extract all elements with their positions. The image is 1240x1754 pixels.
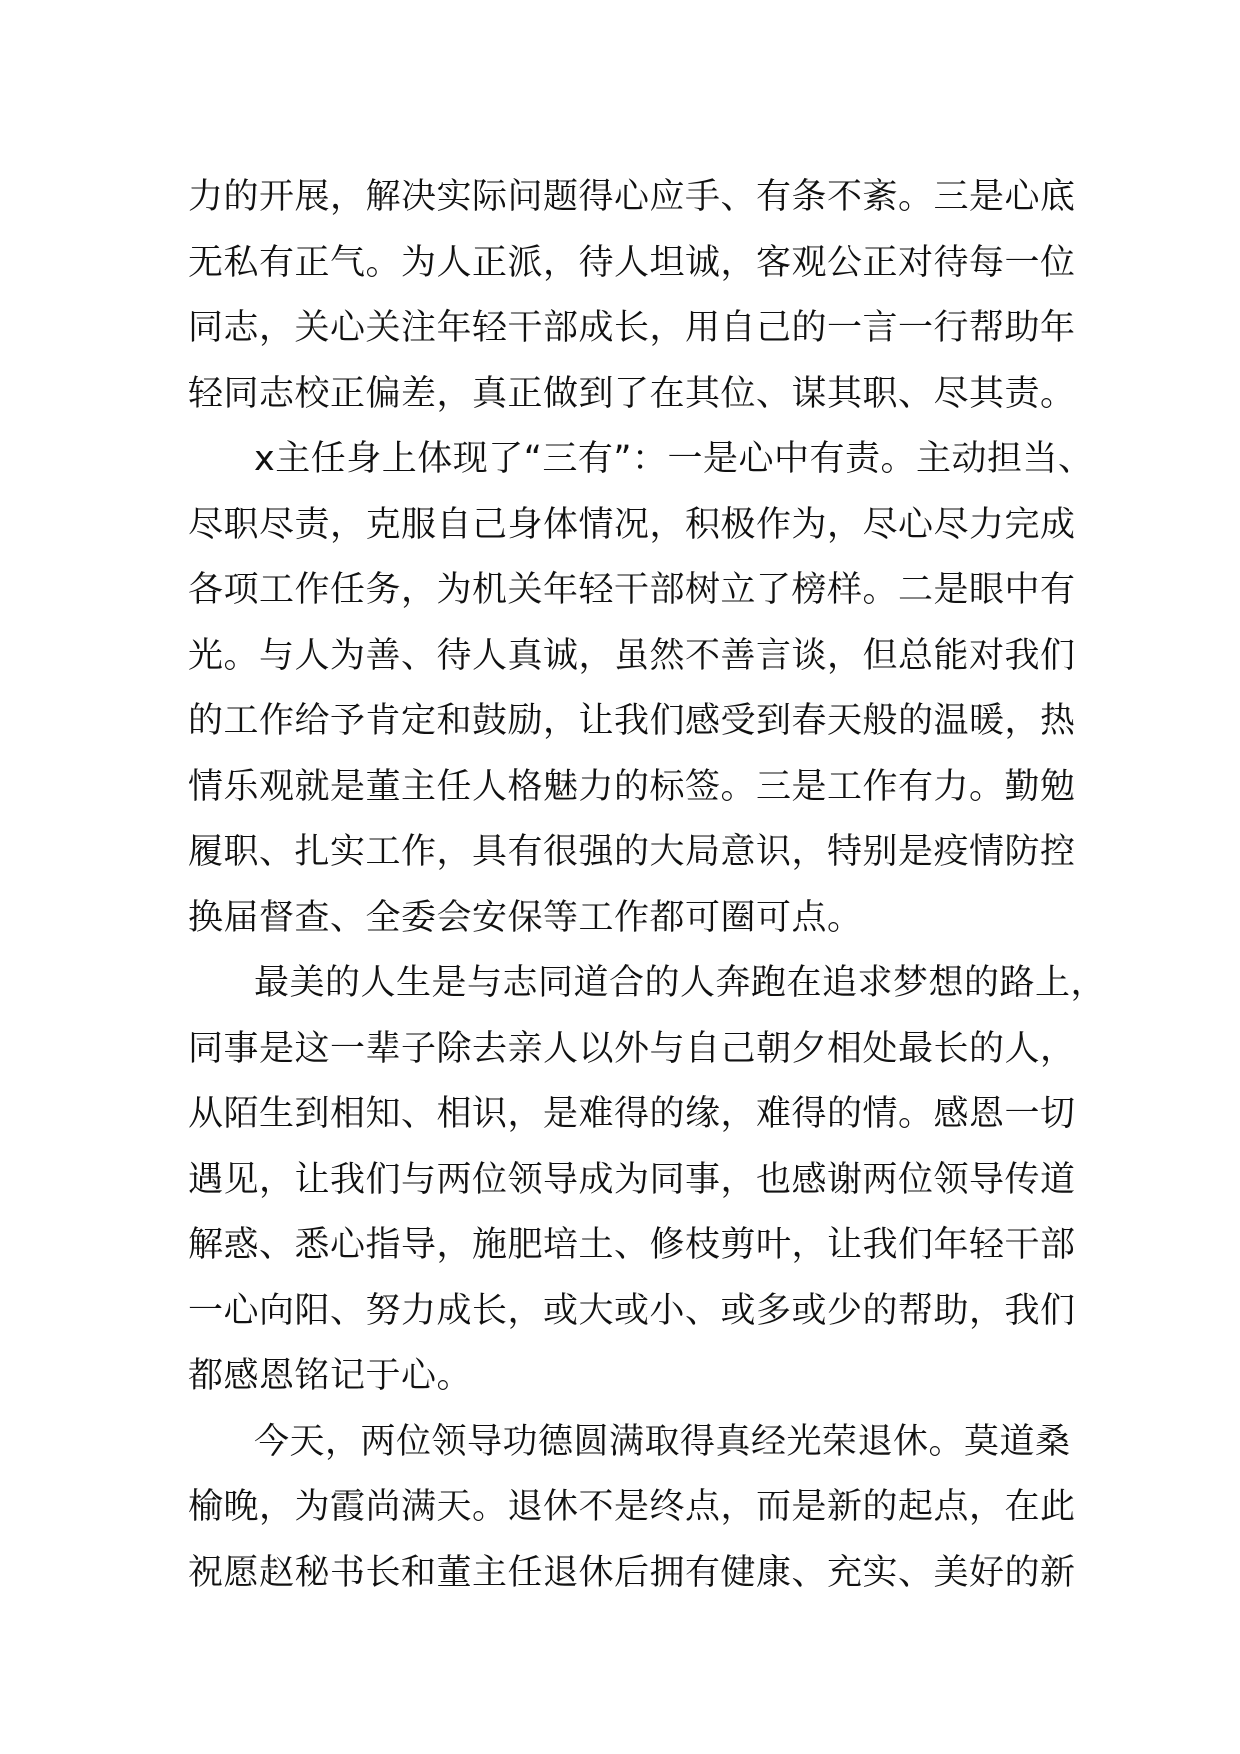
text-line: 祝愿赵秘书长和董主任退休后拥有健康、充实、美好的新	[188, 1552, 1076, 1593]
text-line: 今天，两位领导功德圆满取得真经光荣退休。莫道桑	[254, 1421, 1071, 1462]
text-line: 同事是这一辈子除去亲人以外与自己朝夕相处最长的人，	[188, 1028, 1076, 1069]
text-line: 遇见，让我们与两位领导成为同事，也感谢两位领导传道	[188, 1159, 1076, 1200]
text-line: x主任身上体现了“三有”：一是心中有责。主动担当、	[254, 439, 1094, 479]
text-line: 轻同志校正偏差，真正做到了在其位、谋其职、尽其责。	[188, 373, 1076, 414]
text-line: 同志，关心关注年轻干部成长，用自己的一言一行帮助年	[188, 308, 1076, 348]
body-text	[188, 165, 1107, 1606]
text-line: 解惑、悉心指导，施肥培土、修枝剪叶，让我们年轻干部	[188, 1225, 1076, 1265]
text-line: 最美的人生是与志同道合的人奔跑在追求梦想的路上，	[254, 963, 1107, 1003]
text-line: 从陌生到相知、相识，是难得的缘，难得的情。感恩一切	[188, 1094, 1076, 1134]
text-line: 榆晚，为霞尚满天。退休不是终点，而是新的起点，在此	[188, 1487, 1076, 1527]
text-line: 的工作给予肯定和鼓励，让我们感受到春天般的温暖，热	[188, 701, 1076, 741]
text-line: 换届督查、全委会安保等工作都可圈可点。	[188, 897, 863, 938]
text-line: 无私有正气。为人正派，待人坦诚，客观公正对待每一位	[188, 242, 1076, 283]
text-line: 履职、扎实工作，具有很强的大局意识，特别是疫情防控	[188, 832, 1076, 872]
text-line: 力的开展，解决实际问题得心应手、有条不紊。三是心底	[188, 177, 1076, 217]
text-line: 都感恩铭记于心。	[188, 1356, 473, 1396]
text-line: 一心向阳、努力成长，或大或小、或多或少的帮助，我们	[188, 1290, 1076, 1331]
text-line: 光。与人为善、待人真诚，虽然不善言谈，但总能对我们	[188, 635, 1076, 676]
text-line: 各项工作任务，为机关年轻干部树立了榜样。二是眼中有	[188, 570, 1076, 610]
text-line: 情乐观就是董主任人格魅力的标签。三是工作有力。勤勉	[188, 766, 1076, 807]
text-line: 尽职尽责，克服自己身体情况，积极作为，尽心尽力完成	[188, 504, 1076, 545]
